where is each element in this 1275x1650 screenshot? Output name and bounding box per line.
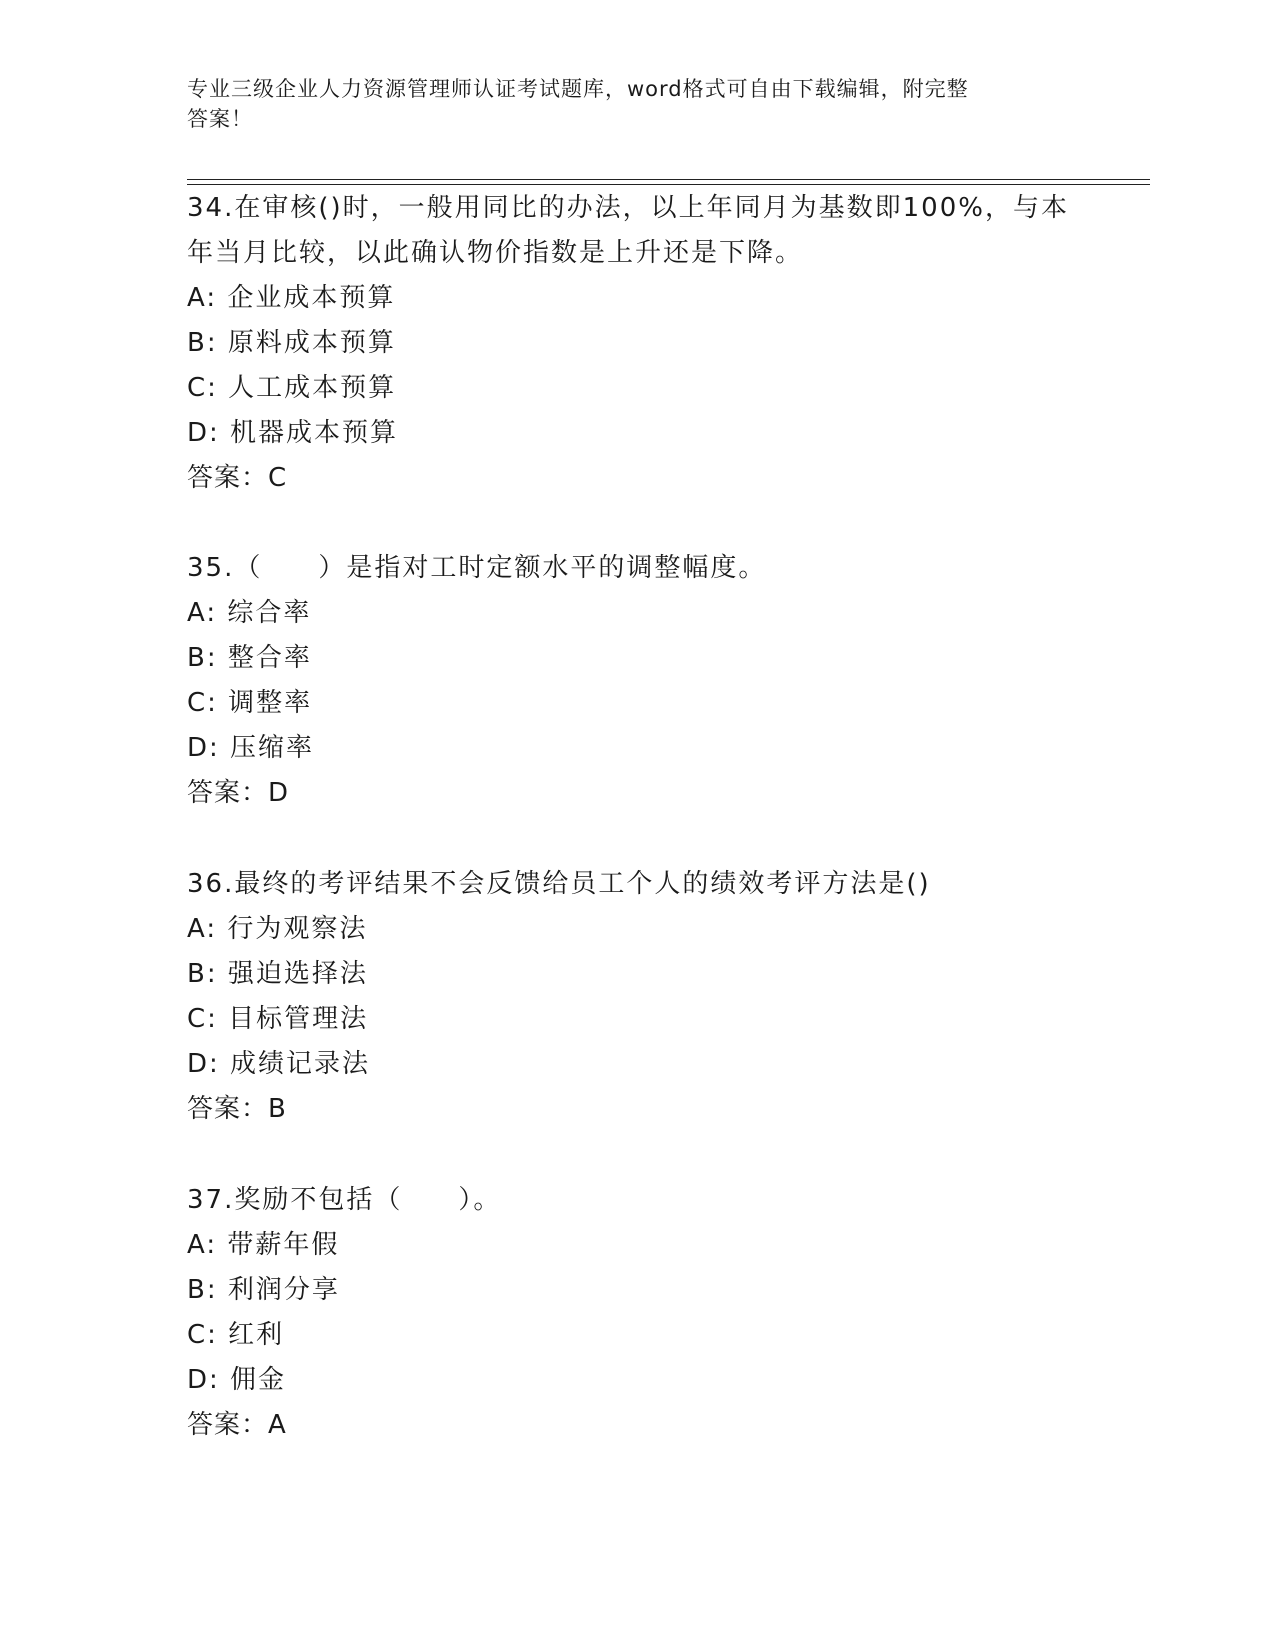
question-stem-continued: 年当月比较，以此确认物价指数是上升还是下降。 bbox=[187, 238, 804, 268]
option-d: D: 成绩记录法 bbox=[187, 1049, 371, 1079]
option-c: C: 目标管理法 bbox=[187, 1004, 369, 1034]
option-a: A: 行为观察法 bbox=[187, 914, 368, 944]
question-36 bbox=[187, 862, 1087, 1132]
header-line-2: 答案！ bbox=[187, 107, 253, 131]
document-header bbox=[187, 74, 1087, 134]
option-b: B: 原料成本预算 bbox=[187, 328, 396, 358]
option-d: D: 机器成本预算 bbox=[187, 418, 399, 448]
question-stem: 36.最终的考评结果不会反馈给员工个人的绩效考评方法是() bbox=[187, 869, 931, 899]
header-rule-top bbox=[187, 179, 1150, 180]
answer: 答案：C bbox=[187, 463, 288, 493]
question-stem: 37.奖励不包括（ ）。 bbox=[187, 1185, 502, 1215]
option-d: D: 佣金 bbox=[187, 1365, 287, 1395]
option-a: A: 企业成本预算 bbox=[187, 283, 396, 313]
option-a: A: 综合率 bbox=[187, 598, 312, 628]
option-b: B: 整合率 bbox=[187, 643, 312, 673]
header-line-1: 专业三级企业人力资源管理师认证考试题库，word格式可自由下载编辑，附完整 bbox=[187, 77, 969, 101]
answer: 答案：D bbox=[187, 778, 290, 808]
option-c: C: 调整率 bbox=[187, 688, 313, 718]
header-rule-bottom bbox=[187, 184, 1150, 185]
question-34 bbox=[187, 186, 1087, 501]
question-37 bbox=[187, 1178, 1087, 1448]
option-c: C: 红利 bbox=[187, 1320, 285, 1350]
option-c: C: 人工成本预算 bbox=[187, 373, 397, 403]
option-d: D: 压缩率 bbox=[187, 733, 315, 763]
option-b: B: 强迫选择法 bbox=[187, 959, 368, 989]
option-a: A: 带薪年假 bbox=[187, 1230, 340, 1260]
question-stem: 35.（ ）是指对工时定额水平的调整幅度。 bbox=[187, 553, 767, 583]
question-stem: 34.在审核()时，一般用同比的办法，以上年同月为基数即100%，与本 bbox=[187, 193, 1069, 223]
question-35 bbox=[187, 546, 1087, 816]
answer: 答案：B bbox=[187, 1094, 287, 1124]
option-b: B: 利润分享 bbox=[187, 1275, 340, 1305]
answer: 答案：A bbox=[187, 1410, 287, 1440]
